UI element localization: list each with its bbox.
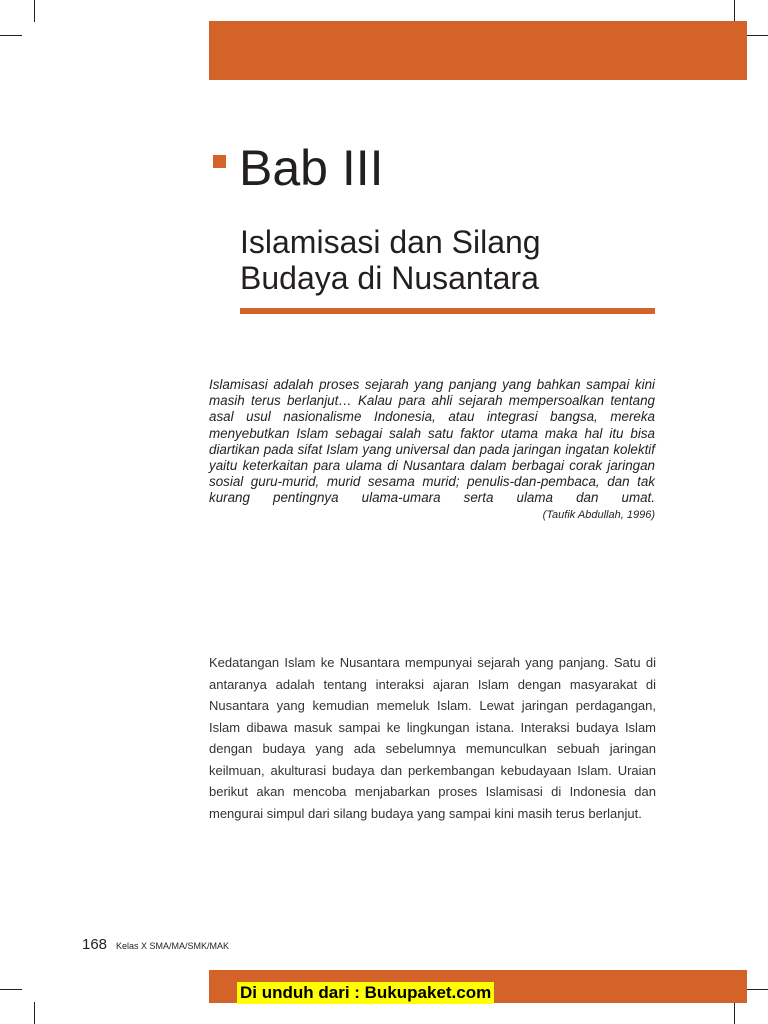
crop-mark	[34, 1002, 35, 1024]
crop-mark	[734, 0, 735, 22]
page-number: 168	[82, 936, 108, 953]
book-label: Kelas X SMA/MA/SMK/MAK	[116, 941, 230, 951]
crop-mark	[746, 989, 768, 990]
crop-mark	[34, 0, 35, 22]
chapter-bullet-square	[213, 155, 226, 168]
chapter-title-line: Budaya di Nusantara	[240, 260, 539, 296]
intro-paragraph: Kedatangan Islam ke Nusantara mempunyai sejarah yang panjang. Satu di antaranya adalah tentang interaksi ajaran Islam dengan masyarakat di Nusantara yang kemudian memeluk Islam. Lewat jaringan perdagangan, Islam dibawa masuk sampai ke lingkungan istana. Interaksi budaya Islam dengan budaya yang ada sebelumnya memunculkan sebuah jaringan keilmuan, akulturasi budaya dan perkembangan kebudayaan Islam. Uraian berikut akan mencoba menjabarkan proses Islamisasi di Indonesia dan mengurai simpul dari silang budaya yang sampai kini masih terus berlanjut.	[209, 655, 656, 821]
chapter-title	[240, 224, 660, 296]
chapter-number: Bab III	[239, 140, 384, 196]
quote-source: (Taufik Abdullah, 1996)	[542, 508, 655, 521]
header-color-band	[209, 21, 747, 80]
download-source-banner[interactable]: Di unduh dari : Bukupaket.com	[237, 982, 494, 1004]
title-underline-rule	[240, 308, 655, 314]
epigraph-quote	[209, 377, 655, 522]
quote-text: Islamisasi adalah proses sejarah yang panjang yang bahkan sampai kini masih terus berlanjut… Kalau para ahli sejarah mempersoalkan tentang asal usul nasionalisme Indonesia, atau integrasi bangsa, mereka menyebutkan Islam sebagai salah satu faktor utama maka hal itu bisa diartikan pada sifat Islam yang universal dan pada jaringan ingatan kolektif yaitu keterkaitan para ulama di Nusantara dalam berbagai corak jaringan sosial guru-murid, murid sesama murid; penulis-dan-pembaca, dan tak kurang pentingnya ulama-umara serta ulama dan umat.	[209, 377, 655, 506]
crop-mark	[0, 35, 22, 36]
chapter-title-line: Islamisasi dan Silang	[240, 224, 541, 260]
crop-mark	[734, 1002, 735, 1024]
crop-mark	[746, 35, 768, 36]
crop-mark	[0, 989, 22, 990]
